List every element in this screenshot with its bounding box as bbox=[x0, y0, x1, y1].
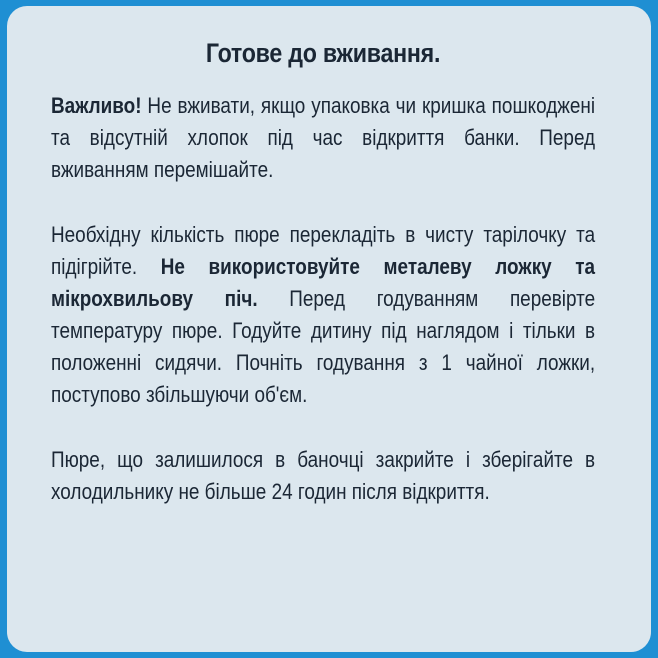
warning-text: Не вживати, якщо упаковка чи кришка пошкоджені та відсутній хлопок під час відкриття банки. Перед вживанням перемішайте. bbox=[51, 93, 596, 182]
page-title: Готове до вживання. bbox=[205, 38, 441, 68]
usage-warning: Не використовуйте металеву ложку та мікрохвильову піч. bbox=[51, 254, 596, 311]
storage-paragraph bbox=[51, 444, 595, 508]
usage-text-end: Перед годуванням перевірте температуру пюре. Годуйте дитину під наглядом і тільки в положенні сидячи. Почніть годування з 1 чайної ложки, поступово збільшуючи об'єм. bbox=[51, 286, 596, 407]
usage-paragraph bbox=[51, 219, 595, 411]
warning-paragraph bbox=[51, 90, 595, 186]
usage-text-start: Необхідну кількість пюре перекладіть в чисту тарілочку та підігрійте. bbox=[51, 222, 596, 279]
instructions-card bbox=[7, 6, 651, 652]
storage-text: Пюре, що залишилося в баночці закрийте і зберігайте в холодильнику не більше 24 годин після відкриття. bbox=[51, 447, 596, 504]
warning-label: Важливо! bbox=[51, 93, 142, 118]
